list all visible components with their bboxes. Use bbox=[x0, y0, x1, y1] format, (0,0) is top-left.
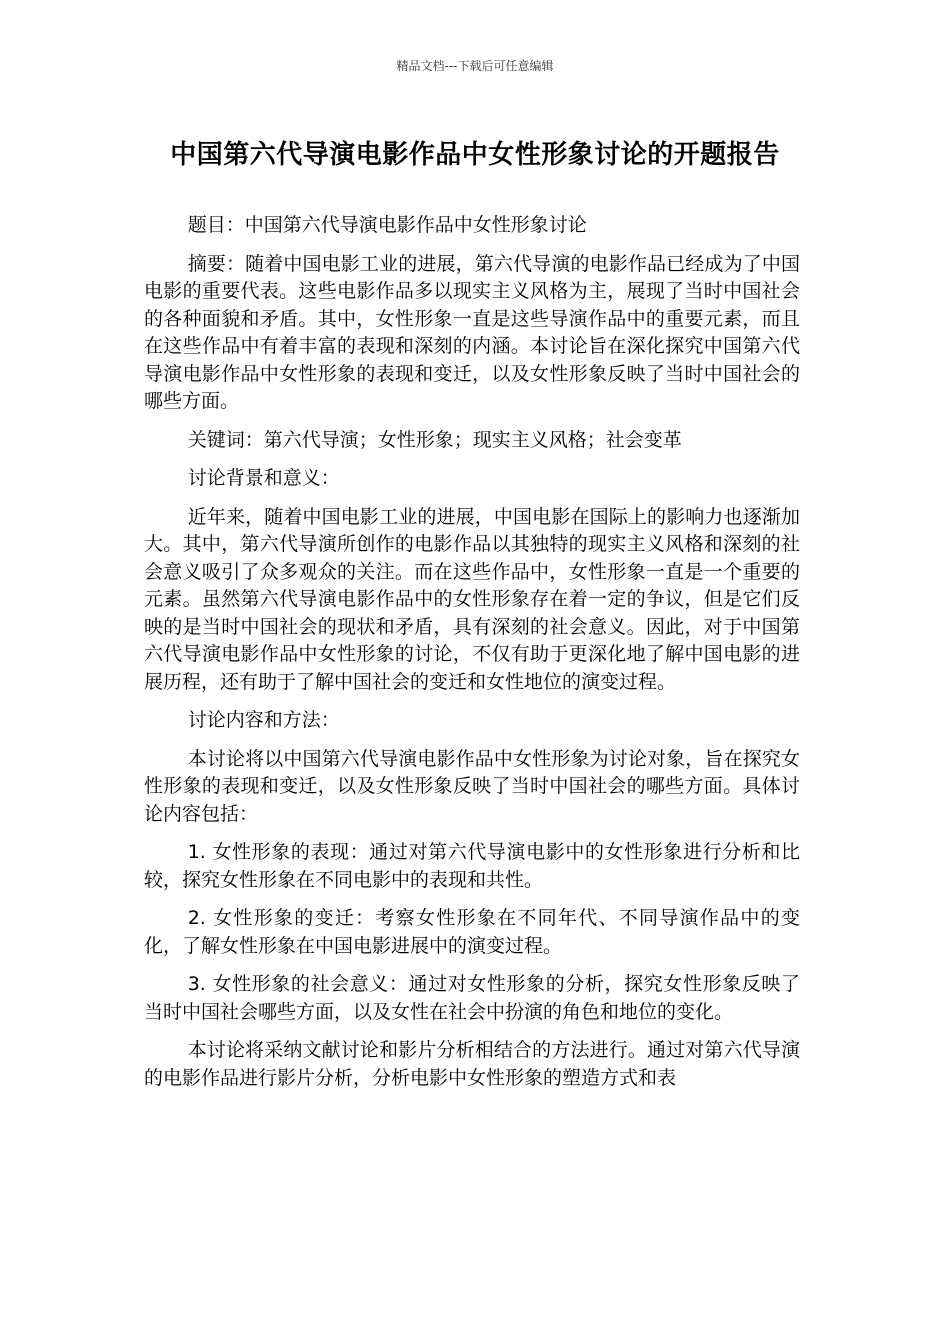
content-item-2: 2. 女性形象的变迁：考察女性形象在不同年代、不同导演作品中的变化，了解女性形象在中国电影进展中的演变过程。 bbox=[144, 907, 800, 957]
background-heading: 讨论背景和意义： bbox=[187, 467, 340, 489]
topic-paragraph: 题目：中国第六代导演电影作品中女性形象讨论 bbox=[187, 214, 587, 236]
content-item-3: 3. 女性形象的社会意义：通过对女性形象的分析，探究女性形象反映了当时中国社会哪些方面，以及女性在社会中扮演的角色和地位的变化。 bbox=[144, 973, 800, 1023]
keywords-paragraph: 关键词：第六代导演；女性形象；现实主义风格；社会变革 bbox=[187, 428, 682, 451]
abstract-paragraph: 摘要：随着中国电影工业的进展，第六代导演的电影作品已经成为了中国电影的重要代表。这些电影作品多以现实主义风格为主，展现了当时中国社会的各种面貌和矛盾。其中，女性形象一直是这些导演作品中的重要元素，而且在这些作品中有着丰富的表现和深刻的内涵。本讨论旨在深化探究中国第六代导演电影作品中女性形象的表现和变迁，以及女性形象反映了当时中国社会的哪些方面。 bbox=[144, 252, 800, 412]
header-note: 精品文档---下载后可任意编辑 bbox=[396, 59, 554, 73]
content-item-1: 1. 女性形象的表现：通过对第六代导演电影中的女性形象进行分析和比较，探究女性形象在不同电影中的表现和共性。 bbox=[144, 841, 800, 891]
document-title: 中国第六代导演电影作品中女性形象讨论的开题报告 bbox=[170, 140, 780, 170]
method-paragraph: 本讨论将采纳文献讨论和影片分析相结合的方法进行。通过对第六代导演的电影作品进行影片分析，分析电影中女性形象的塑造方式和表 bbox=[144, 1039, 800, 1089]
background-paragraph: 近年来，随着中国电影工业的进展，中国电影在国际上的影响力也逐渐加大。其中，第六代导演所创作的电影作品以其独特的现实主义风格和深刻的社会意义吸引了众多观众的关注。而在这些作品中，女性形象一直是一个重要的元素。虽然第六代导演电影作品中的女性形象存在着一定的争议，但是它们反映的是当时中国社会的现状和矛盾，具有深刻的社会意义。因此，对于中国第六代导演电影作品中女性形象的讨论，不仅有助于更深化地了解中国电影的进展历程，还有助于了解中国社会的变迁和女性地位的演变过程。 bbox=[144, 505, 800, 693]
content-method-heading: 讨论内容和方法： bbox=[187, 709, 340, 731]
document-body bbox=[144, 212, 800, 1092]
content-intro-paragraph: 本讨论将以中国第六代导演电影作品中女性形象为讨论对象，旨在探究女性形象的表现和变迁，以及女性形象反映了当时中国社会的哪些方面。具体讨论内容包括： bbox=[144, 747, 800, 825]
